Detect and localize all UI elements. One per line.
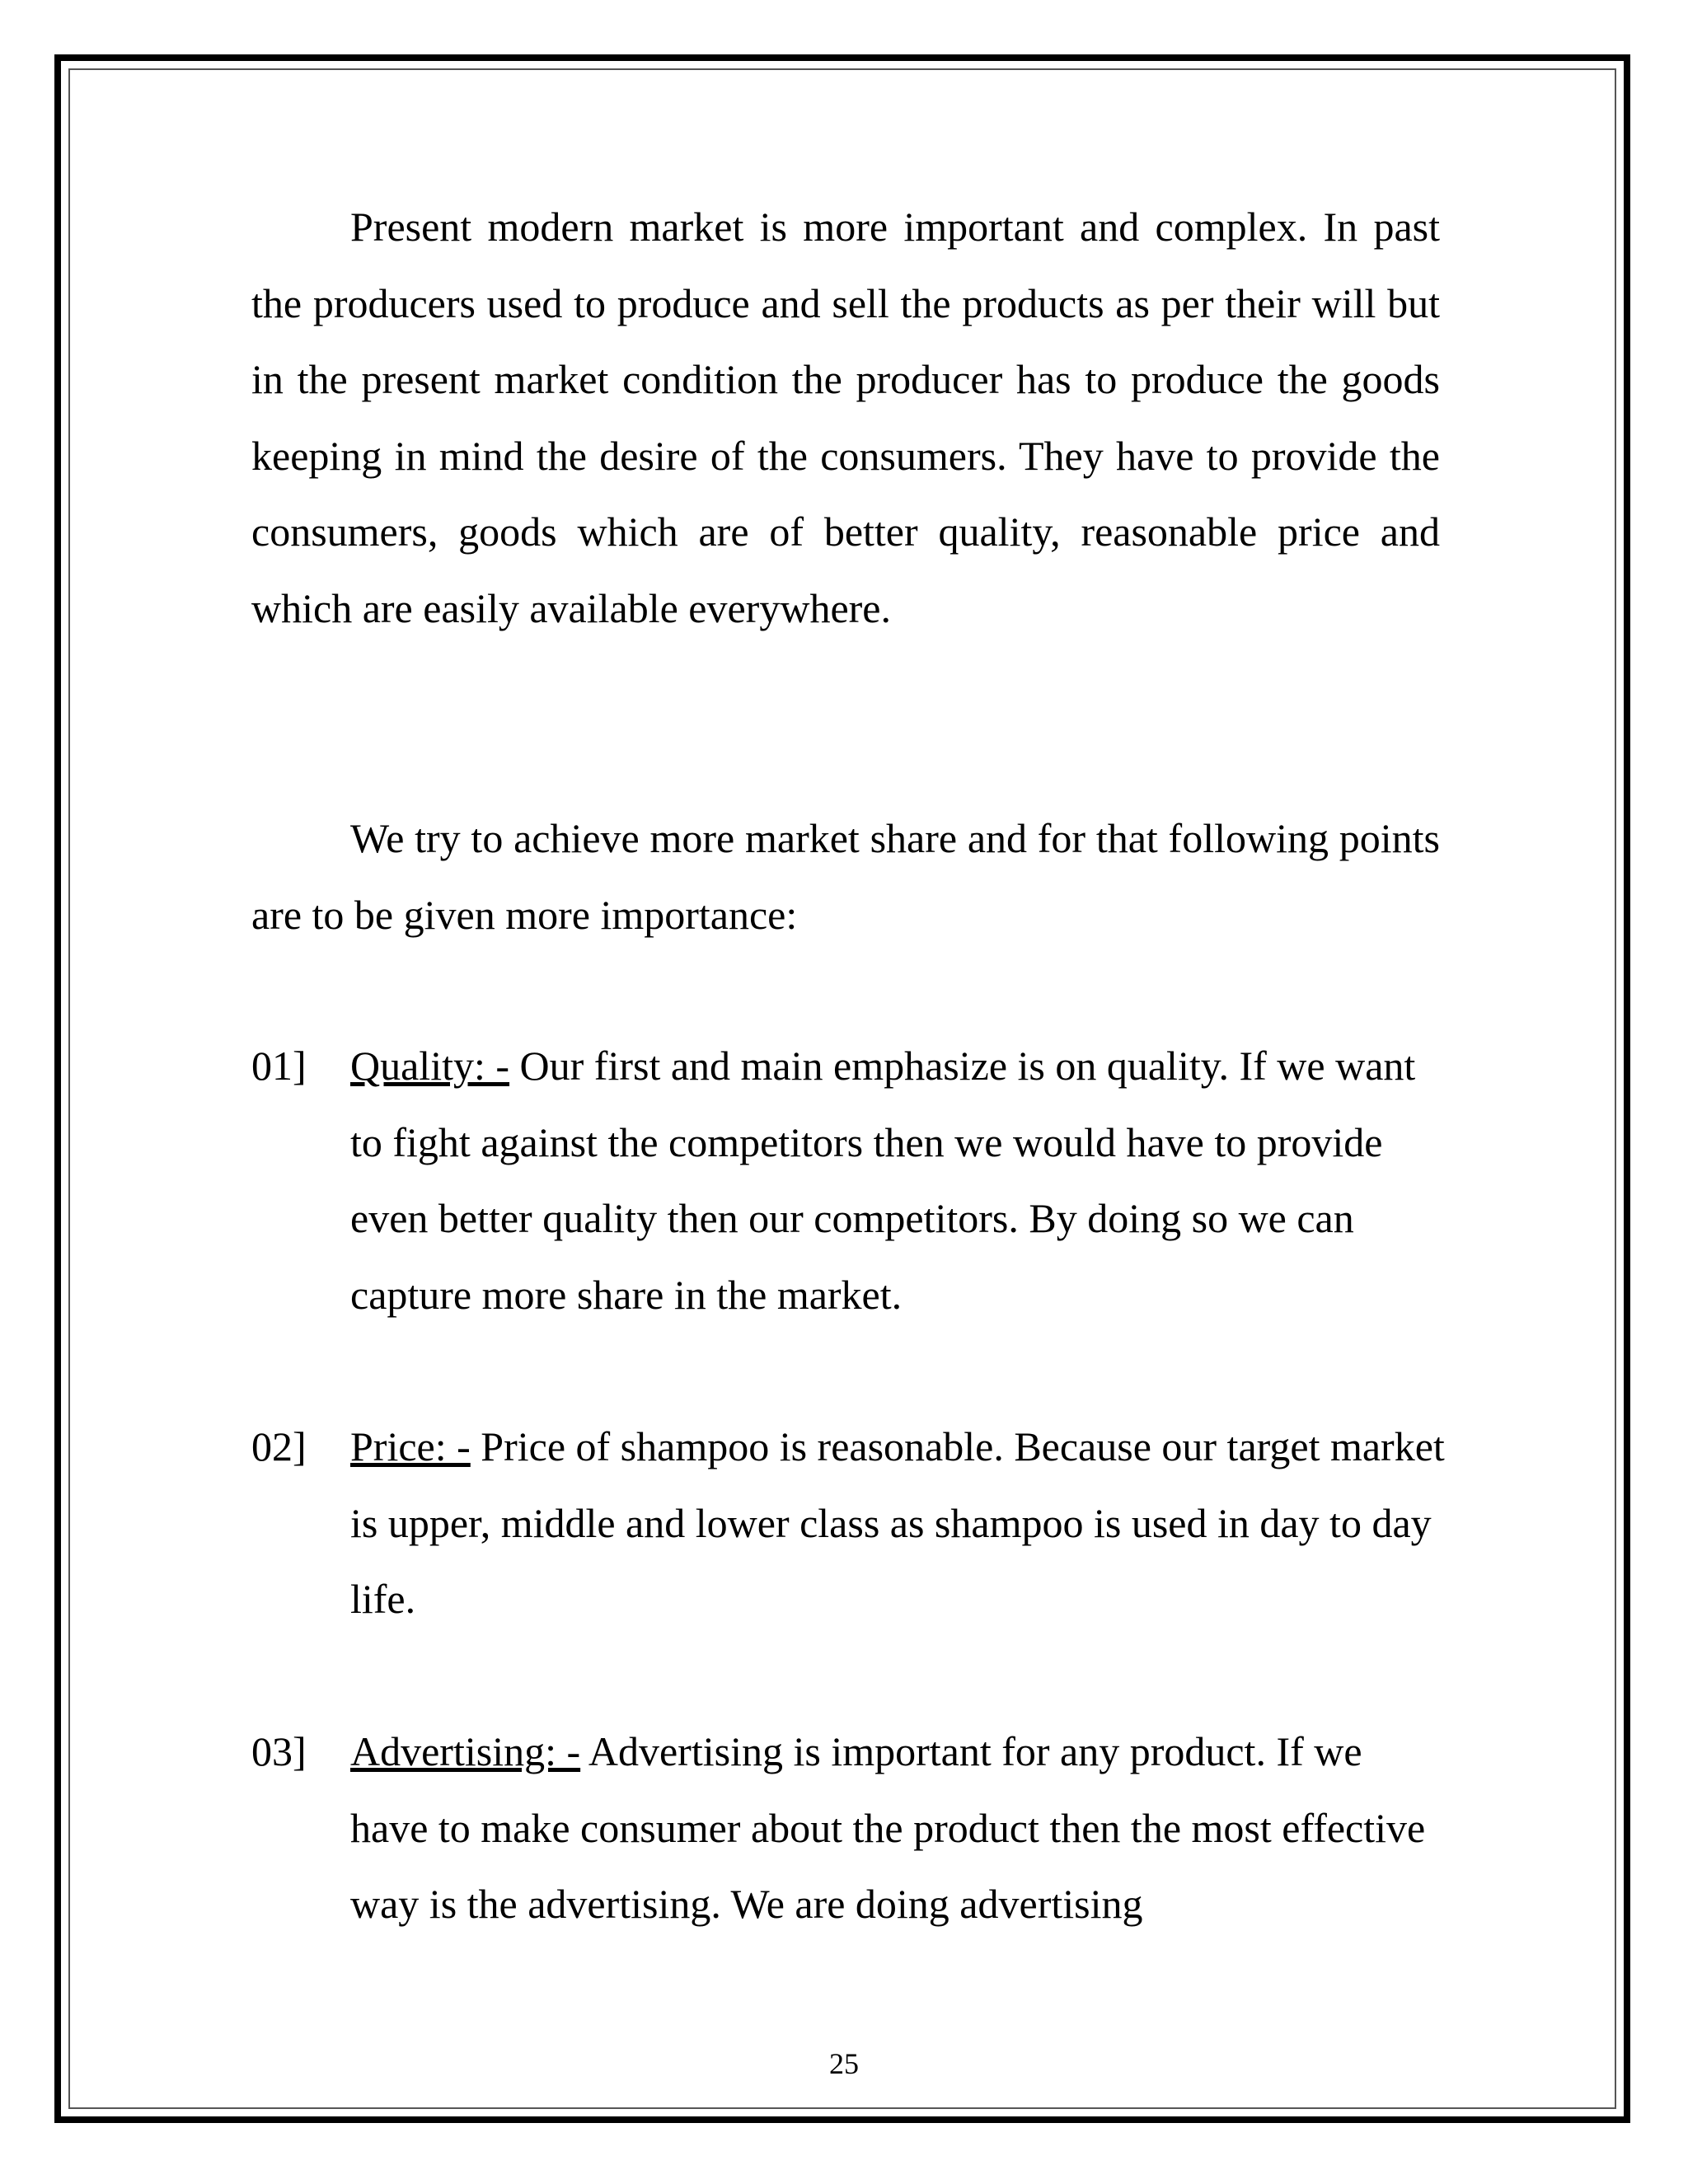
paragraph-market-intro: [251, 189, 1440, 646]
paragraph-text: Present modern market is more important and complex. In past the producers used to produce and sell the products as per their will but in the present market condition the producer has to produce the goods keeping in mind the desire of the consumers. They have to provide the consumers, goods which are of better quality, reasonable price and which are easily available everywhere.: [251, 204, 1440, 631]
list-item-heading: Advertising: -: [350, 1728, 581, 1774]
list-item-number: 03]: [251, 1728, 307, 1774]
list-item-heading: Price: -: [350, 1423, 471, 1469]
paragraph-market-share: [251, 800, 1440, 953]
list-item-text: Our first and main emphasize is on quality. If we want to fight against the competitors then we would have to provide even better quality then our competitors. By doing so we can capture more share in the market.: [350, 1043, 1416, 1318]
list-item-body: [350, 1713, 1447, 1943]
list-item-quality: [251, 1028, 1447, 1333]
list-item-number: 02]: [251, 1423, 307, 1469]
list-item-text: Price of shampoo is reasonable. Because our target market is upper, middle and lower class as shampoo is used in day to day life.: [350, 1423, 1445, 1622]
list-item-heading: Quality: -: [350, 1043, 510, 1089]
list-item-advertising: [251, 1713, 1447, 1943]
list-item-number: 01]: [251, 1043, 307, 1089]
paragraph-text: We try to achieve more market share and for that following points are to be given more importance:: [251, 815, 1440, 938]
page-number: 25: [829, 2047, 859, 2080]
list-item-text: Advertising is important for any product. If we have to make consumer about the product then the most effective way is the advertising. We are doing advertising: [350, 1728, 1426, 1927]
list-item-body: [350, 1408, 1447, 1638]
list-item-price: [251, 1408, 1447, 1638]
list-item-body: [350, 1028, 1447, 1333]
